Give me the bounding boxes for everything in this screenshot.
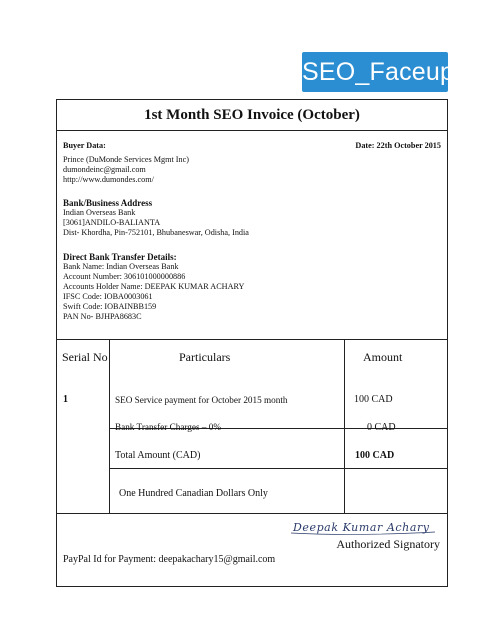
buyer-website: http://www.dumondes.com/ <box>63 175 154 184</box>
paypal-id: PayPal Id for Payment: deepakachary15@gmail.com <box>63 554 276 565</box>
bank-line: Dist- Khordha, Pin-752101, Bhubaneswar, Odisha, India <box>63 228 249 237</box>
transfer-line: Swift Code: IOBAINBB159 <box>63 302 157 311</box>
amount-seo-service: 100 CAD <box>354 394 393 405</box>
bank-heading: Bank/Business Address <box>63 198 153 208</box>
total-label: Total Amount (CAD) <box>115 450 201 461</box>
transfer-section <box>63 252 441 322</box>
signature-section <box>57 513 447 588</box>
buyer-line: Prince (DuMonde Services Mgmt Inc) <box>63 155 189 164</box>
column-divider <box>344 340 345 513</box>
transfer-heading: Direct Bank Transfer Details: <box>63 252 177 262</box>
signature-graphic <box>289 516 439 538</box>
bank-line: [3061]ANDILO-BALIANTA <box>63 218 161 227</box>
transfer-line: Bank Name: Indian Overseas Bank <box>63 262 179 271</box>
amount-in-words: One Hundred Canadian Dollars Only <box>119 488 268 499</box>
line-items-table <box>57 339 447 513</box>
bank-section <box>63 198 441 238</box>
svg-text:Deepak Kumar Achary: Deepak Kumar Achary <box>293 521 429 534</box>
brand-logo: SEO_Faceup <box>302 52 448 92</box>
buyer-section <box>63 141 441 185</box>
column-divider <box>109 340 110 513</box>
authorized-signatory: Authorized Signatory <box>336 537 440 551</box>
buyer-label: Buyer Data: <box>63 141 106 150</box>
buyer-email: dumondeinc@gmail.com <box>63 165 146 174</box>
transfer-line: Accounts Holder Name: DEEPAK KUMAR ACHARY <box>63 282 245 291</box>
bank-line: Indian Overseas Bank <box>63 208 136 217</box>
header-particulars: Particulars <box>179 350 231 364</box>
serial-value: 1 <box>63 394 68 405</box>
invoice-sheet <box>56 99 448 587</box>
invoice-title: 1st Month SEO Invoice (October) <box>57 100 447 131</box>
header-amount: Amount <box>363 350 403 364</box>
particular-seo-service: SEO Service payment for October 2015 month <box>115 395 288 405</box>
header-serial: Serial No <box>62 350 108 364</box>
transfer-line: PAN No- BJHPA8683C <box>63 312 142 321</box>
row-divider <box>109 468 447 469</box>
invoice-date: Date: 22th October 2015 <box>355 141 441 150</box>
transfer-line: IFSC Code: IOBA0003061 <box>63 292 153 301</box>
total-amount: 100 CAD <box>355 450 395 461</box>
transfer-line: Account Number: 306101000000886 <box>63 272 186 281</box>
amount-transfer-charges: 0 CAD <box>367 422 396 433</box>
particular-transfer-charges: Bank Transfer Charges – 0% <box>115 422 221 432</box>
